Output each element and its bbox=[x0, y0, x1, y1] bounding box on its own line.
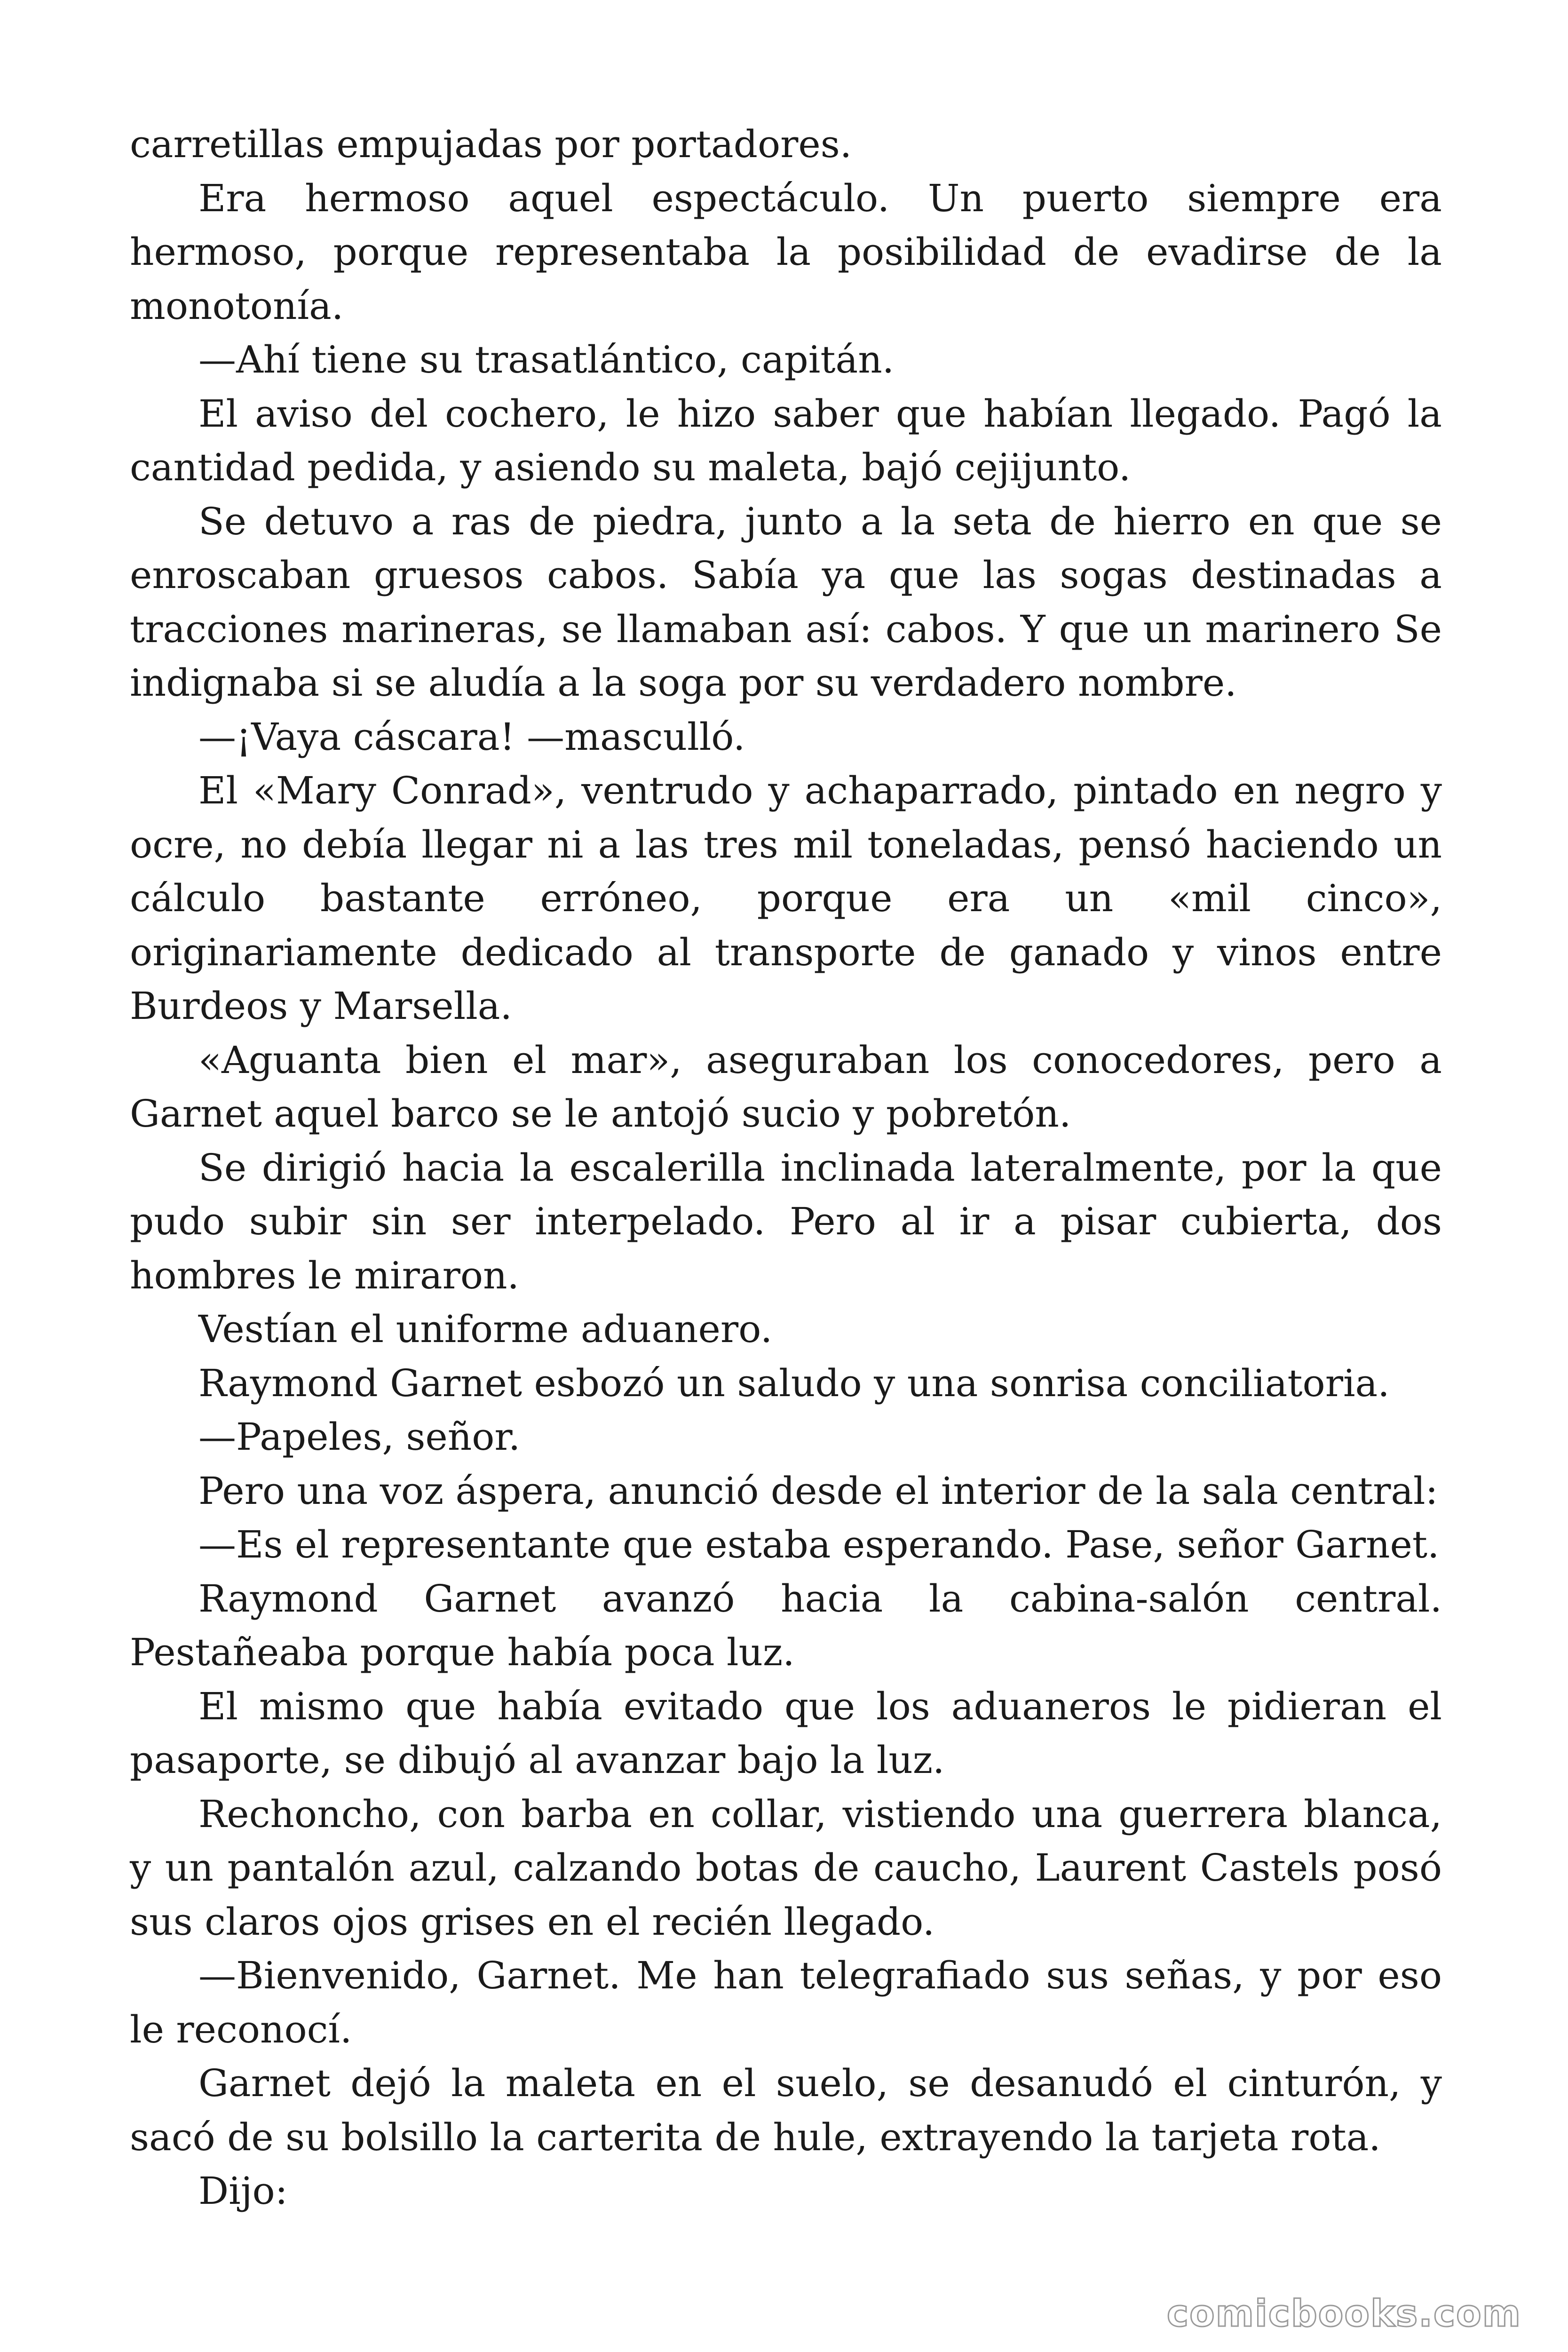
paragraph: El «Mary Conrad», ventrudo y achaparrado, pintado en negro y ocre, no debía llegar ni a las tres mil toneladas, pensó haciendo un cálculo bastante erróneo, porque era un «mil cinco», originariamente dedicado al transporte de ganado y vinos entre Burdeos y Marsella. bbox=[130, 769, 1442, 1028]
paragraph: Vestían el uniforme aduanero. bbox=[198, 1307, 773, 1351]
paragraph: El mismo que había evitado que los aduaneros le pidieran el pasaporte, se dibujó al avanzar bajo la luz. bbox=[130, 1684, 1442, 1782]
paragraph: Pero una voz áspera, anunció desde el interior de la sala central: bbox=[198, 1469, 1438, 1513]
paragraph: Raymond Garnet avanzó hacia la cabina-salón central. Pestañeaba porque había poca luz. bbox=[130, 1576, 1442, 1674]
book-page-text bbox=[130, 118, 1442, 2218]
paragraph-continued: carretillas empujadas por portadores. bbox=[130, 122, 852, 166]
paragraph: El aviso del cochero, le hizo saber que habían llegado. Pagó la cantidad pedida, y asiendo su maleta, bajó cejijunto. bbox=[130, 391, 1442, 489]
watermark-logo bbox=[1155, 2293, 1521, 2333]
paragraph: Se dirigió hacia la escalerilla inclinada lateralmente, por la que pudo subir sin ser interpelado. Pero al ir a pisar cubierta, dos hombres le miraron. bbox=[130, 1145, 1442, 1297]
paragraph: —Bienvenido, Garnet. Me han telegrafiado sus señas, y por eso le reconocí. bbox=[130, 1954, 1442, 2051]
paragraph: Era hermoso aquel espectáculo. Un puerto siempre era hermoso, porque representaba la posibilidad de evadirse de la monotonía. bbox=[130, 176, 1442, 328]
paragraph: Raymond Garnet esbozó un saludo y una sonrisa conciliatoria. bbox=[198, 1361, 1390, 1405]
paragraph: —Es el representante que estaba esperando. Pase, señor Garnet. bbox=[198, 1523, 1440, 1566]
watermark-text: comicbooks.com bbox=[1166, 2293, 1521, 2333]
paragraph: —Ahí tiene su trasatlántico, capitán. bbox=[198, 338, 895, 381]
paragraph: Garnet dejó la maleta en el suelo, se desanudó el cinturón, y sacó de su bolsillo la carterita de hule, extrayendo la tarjeta rota. bbox=[130, 2061, 1442, 2159]
paragraph: Dijo: bbox=[198, 2169, 288, 2213]
paragraph: —¡Vaya cáscara! —masculló. bbox=[198, 715, 745, 759]
paragraph: «Aguanta bien el mar», aseguraban los conocedores, pero a Garnet aquel barco se le antojó sucio y pobretón. bbox=[130, 1038, 1442, 1136]
paragraph: —Papeles, señor. bbox=[198, 1415, 521, 1459]
paragraph: Se detuvo a ras de piedra, junto a la seta de hierro en que se enroscaban gruesos cabos. Sabía ya que las sogas destinadas a tracciones marineras, se llamaban así: cabos. Y que un marinero Se indignaba si se aludía a la soga por su verdadero nombre. bbox=[130, 499, 1442, 705]
paragraph: Rechoncho, con barba en collar, vistiendo una guerrera blanca, y un pantalón azul, calzando botas de caucho, Laurent Castels posó sus claros ojos grises en el recién llegado. bbox=[130, 1792, 1442, 1944]
